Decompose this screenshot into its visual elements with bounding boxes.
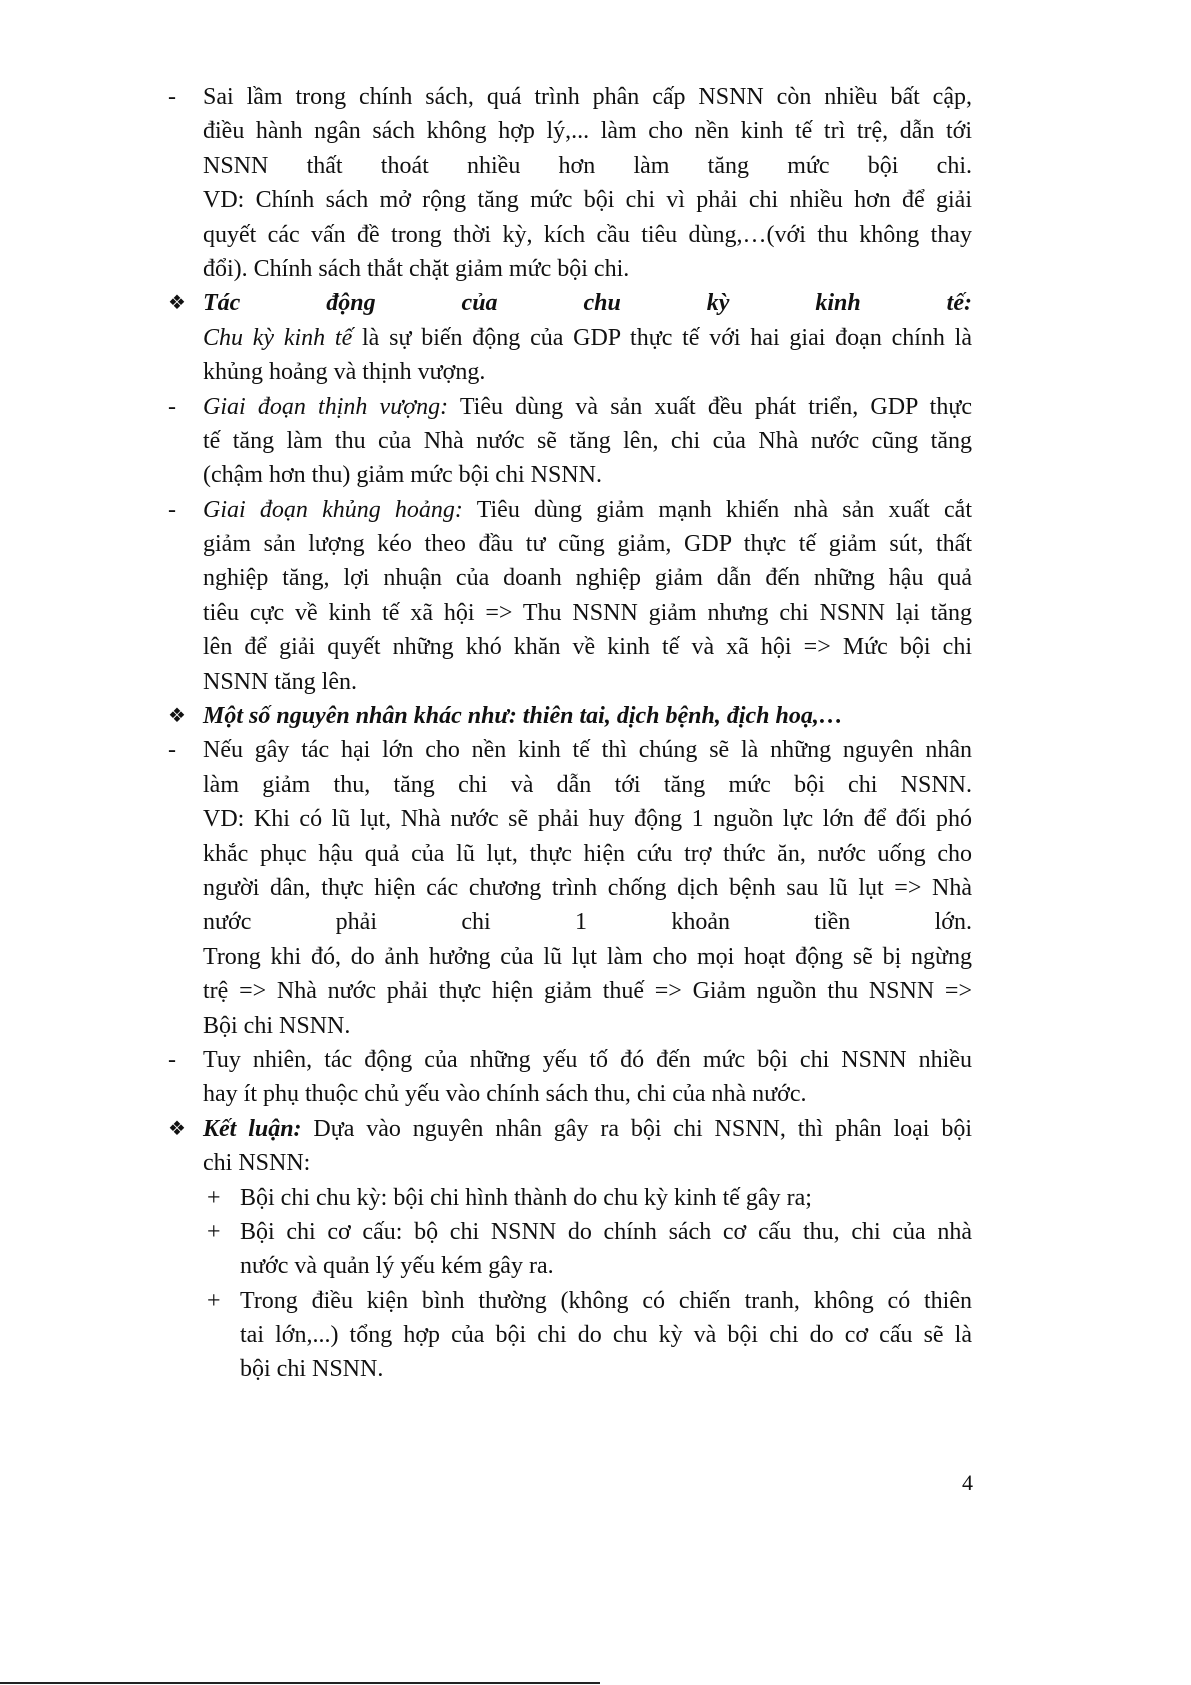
- line-text: đổi). Chính sách thắt chặt giảm mức bội chi.: [203, 255, 630, 282]
- line-text: Tiêu dùng giảm mạnh khiến nhà sản xuất cắt: [462, 496, 972, 523]
- text-line: [203, 768, 972, 802]
- text-line: [203, 837, 972, 871]
- line-text: Bội chi NSNN.: [203, 1012, 351, 1039]
- list-item: [0, 1215, 1191, 1284]
- line-text: nước phải chi 1 khoản tiền lớn.: [203, 909, 972, 936]
- text-line: [203, 355, 972, 389]
- text-line: [203, 252, 972, 286]
- heading-paragraph: [0, 1112, 1191, 1181]
- text-line: [203, 527, 972, 561]
- italic-term: Giai đoạn khủng hoảng:: [203, 496, 463, 523]
- text-line: [203, 665, 972, 699]
- line-text: Trong khi đó, do ảnh hưởng của lũ lụt làm cho mọi hoạt động sẽ bị ngừng: [203, 943, 972, 970]
- bold-italic-heading: Kết luận:: [203, 1115, 302, 1142]
- dash-bullet: -: [168, 737, 176, 764]
- line-text: Tiêu dùng và sản xuất đều phát triển, GDP thực: [448, 393, 973, 420]
- line-text: (chậm hơn thu) giảm mức bội chi NSNN.: [203, 462, 602, 489]
- line-text: NSNN thất thoát nhiều hơn làm tăng mức bội chi.: [203, 152, 972, 179]
- text-line: [203, 1112, 972, 1146]
- text-line: [203, 699, 972, 733]
- diamond-bullet-icon: ❖: [168, 705, 186, 728]
- diamond-bullet-icon: ❖: [168, 292, 186, 315]
- heading-paragraph: [0, 286, 1191, 389]
- line-text: người dân, thực hiện các chương trình chống dịch bệnh sau lũ lụt => Nhà: [203, 874, 972, 901]
- line-text: Trong điều kiện bình thường (không có chiến tranh, không có thiên: [240, 1287, 972, 1314]
- line-text: lên để giải quyết những khó khăn về kinh tế và xã hội => Mức bội chi: [203, 634, 972, 661]
- dash-bullet: -: [168, 84, 176, 110]
- line-text: tai lớn,...) tổng hợp của bội chi do chu kỳ và bội chi do cơ cấu sẽ là: [240, 1322, 972, 1349]
- line-text: khắc phục hậu quả của lũ lụt, thực hiện cứu trợ thức ăn, nước uống cho: [203, 840, 972, 867]
- text-line: [203, 149, 972, 183]
- text-line: [203, 1043, 972, 1077]
- bold-italic-heading: Tác động của chu kỳ kinh tế:: [203, 290, 972, 317]
- list-item: [0, 80, 1191, 286]
- text-line: [203, 183, 972, 217]
- italic-term: Giai đoạn thịnh vượng:: [203, 393, 449, 420]
- text-line: [203, 940, 972, 974]
- plus-bullet: +: [207, 1287, 221, 1314]
- list-item: [0, 493, 1191, 699]
- text-line: [203, 871, 972, 905]
- text-line: [203, 114, 972, 148]
- dash-bullet: -: [168, 496, 176, 523]
- line-text: VD: Chính sách mở rộng tăng mức bội chi vì phải chi nhiều hơn để giải: [203, 187, 972, 214]
- text-line: [203, 424, 972, 458]
- heading-paragraph: [0, 699, 1191, 733]
- text-line: [240, 1215, 972, 1249]
- text-line: [203, 390, 972, 424]
- line-text: Dựa vào nguyên nhân gây ra bội chi NSNN, thì phân loại bội: [301, 1115, 972, 1142]
- document-body: [0, 80, 1191, 1387]
- line-text: nước và quản lý yếu kém gây ra.: [240, 1253, 554, 1280]
- line-text: Bội chi chu kỳ: bội chi hình thành do chu kỳ kinh tế gây ra;: [240, 1184, 812, 1211]
- line-text: hay ít phụ thuộc chủ yếu vào chính sách thu, chi của nhà nước.: [203, 1081, 807, 1108]
- dash-bullet: -: [168, 393, 176, 420]
- list-item: [0, 1043, 1191, 1112]
- line-text: VD: Khi có lũ lụt, Nhà nước sẽ phải huy động 1 nguồn lực lớn để đối phó: [203, 806, 972, 833]
- text-line: [203, 458, 972, 492]
- text-line: [203, 493, 972, 527]
- list-item: [0, 1284, 1191, 1387]
- text-line: [203, 286, 972, 320]
- line-text: điều hành ngân sách không hợp lý,... làm cho nền kinh tế trì trệ, dẫn tới: [203, 118, 972, 145]
- line-text: Sai lầm trong chính sách, quá trình phân cấp NSNN còn nhiều bất cập,: [203, 84, 972, 110]
- line-text: quyết các vấn đề trong thời kỳ, kích cầu tiêu dùng,…(với thu không thay: [203, 221, 972, 248]
- text-line: [203, 561, 972, 595]
- footer-rule: [0, 1682, 600, 1684]
- dash-bullet: -: [168, 1046, 176, 1073]
- text-line: [203, 321, 972, 355]
- line-text: là sự biến động của GDP thực tế với hai giai đoạn chính là: [352, 324, 972, 351]
- line-text: Tuy nhiên, tác động của những yếu tố đó đến mức bội chi NSNN nhiều: [203, 1046, 972, 1073]
- text-line: [203, 905, 972, 939]
- line-text: khủng hoảng và thịnh vượng.: [203, 359, 486, 386]
- plus-bullet: +: [207, 1218, 221, 1245]
- line-text: làm giảm thu, tăng chi và dẫn tới tăng mức bội chi NSNN.: [203, 771, 972, 798]
- list-item: [0, 1181, 1191, 1215]
- text-line: [203, 1077, 972, 1111]
- text-line: [203, 974, 972, 1008]
- bold-italic-heading: Một số nguyên nhân khác như: thiên tai, dịch bệnh, địch hoạ,…: [203, 703, 843, 730]
- line-text: chi NSNN:: [203, 1150, 311, 1177]
- list-item: [0, 733, 1191, 1043]
- text-line: [203, 630, 972, 664]
- text-line: [203, 802, 972, 836]
- text-line: [240, 1249, 972, 1283]
- text-line: [203, 80, 972, 114]
- text-line: [240, 1318, 972, 1352]
- list-item: [0, 390, 1191, 493]
- text-line: [240, 1181, 972, 1215]
- line-text: giảm sản lượng kéo theo đầu tư cũng giảm, GDP thực tế giảm sút, thất: [203, 531, 972, 558]
- line-text: Nếu gây tác hại lớn cho nền kinh tế thì chúng sẽ là những nguyên nhân: [203, 737, 972, 764]
- text-line: [240, 1284, 972, 1318]
- text-line: [203, 1009, 972, 1043]
- text-line: [203, 1146, 972, 1180]
- line-text: trệ => Nhà nước phải thực hiện giảm thuế => Giảm nguồn thu NSNN =>: [203, 978, 972, 1005]
- text-line: [240, 1352, 972, 1386]
- line-text: tiêu cực về kinh tế xã hội => Thu NSNN giảm nhưng chi NSNN lại tăng: [203, 599, 972, 626]
- text-line: [203, 218, 972, 252]
- line-text: NSNN tăng lên.: [203, 668, 357, 695]
- italic-term: Chu kỳ kinh tế: [203, 324, 353, 351]
- diamond-bullet-icon: ❖: [168, 1117, 186, 1140]
- line-text: Bội chi cơ cấu: bộ chi NSNN do chính sách cơ cấu thu, chi của nhà: [240, 1218, 972, 1245]
- text-line: [203, 733, 972, 767]
- line-text: bội chi NSNN.: [240, 1356, 384, 1383]
- page-number: 4: [962, 1470, 973, 1495]
- plus-bullet: +: [207, 1184, 221, 1211]
- line-text: tế tăng làm thu của Nhà nước sẽ tăng lên, chi của Nhà nước cũng tăng: [203, 427, 972, 454]
- text-line: [203, 596, 972, 630]
- line-text: nghiệp tăng, lợi nhuận của doanh nghiệp giảm dẫn đến những hậu quả: [203, 565, 972, 592]
